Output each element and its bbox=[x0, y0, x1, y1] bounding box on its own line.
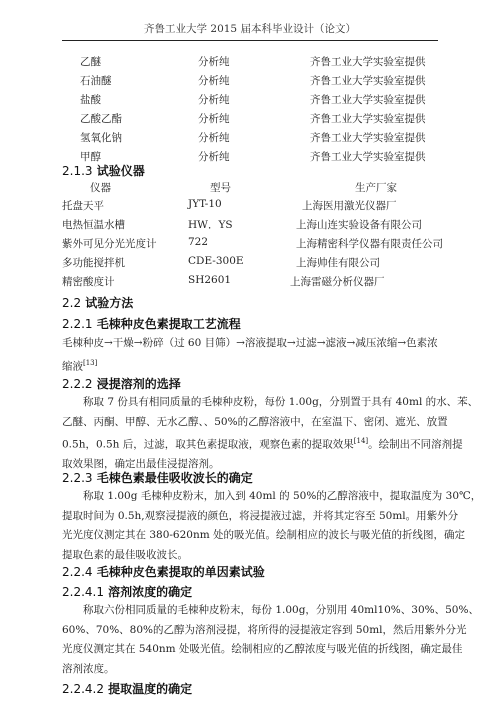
reagent-name: 石油醚 bbox=[80, 75, 112, 87]
instrument-row bbox=[0, 198, 500, 216]
instrument-maker: 上海医用激光仪器厂 bbox=[302, 200, 397, 212]
para-line: 乙醚、丙酮、甲醇、无水乙醇、、50%的乙醇溶液中，在室温下、密闭、遮光、放置 bbox=[62, 415, 448, 428]
para-line: 称取 7 份具有相同质量的毛栜种皮粉，每份 1.00g，分别置于具有 40ml 的水、苯、 bbox=[83, 396, 479, 408]
para-text: 0.5h，0.5h 后，过滤，取其色素提取液，观察色素的提取效果 bbox=[62, 438, 354, 451]
instrument-model: JYT-10 bbox=[188, 198, 222, 210]
instrument-name: 精密酸度计 bbox=[62, 276, 115, 288]
reagent-grade: 分析纯 bbox=[198, 75, 230, 87]
instrument-row bbox=[0, 274, 500, 292]
para-line: 光度仪测定其在 540nm 处吸光值。绘制相应的乙醇浓度与吸光值的折线图，确定最佳 bbox=[62, 643, 463, 655]
para-line: 称取 1.00g 毛栜种皮粉末，加入到 40ml 的 50%的乙醇溶液中，提取温度为 30℃， bbox=[83, 490, 482, 502]
reagent-name: 盐酸 bbox=[80, 94, 101, 106]
section-title: 试验方法 bbox=[85, 296, 134, 310]
section-number: 2.2.4 bbox=[62, 565, 93, 579]
reagent-source: 齐鲁工业大学实验室提供 bbox=[310, 56, 426, 68]
section-title: 毛栜色素最佳吸收波长的确定 bbox=[96, 471, 253, 485]
para-line bbox=[62, 354, 438, 377]
instrument-maker: 上海山连实验设备有限公司 bbox=[296, 219, 422, 231]
reagent-row bbox=[0, 73, 500, 91]
reagent-row bbox=[0, 54, 500, 72]
reagent-row bbox=[0, 130, 500, 148]
reagent-source: 齐鲁工业大学实验室提供 bbox=[310, 113, 426, 125]
reagent-source: 齐鲁工业大学实验室提供 bbox=[310, 151, 426, 163]
reagent-source: 齐鲁工业大学实验室提供 bbox=[310, 75, 426, 87]
section-title: 试验仪器 bbox=[96, 164, 145, 178]
reagent-grade: 分析纯 bbox=[198, 113, 230, 125]
para-text: 。绘制出不同溶剂提 bbox=[368, 438, 463, 451]
section-heading-2-1-3 bbox=[62, 162, 145, 179]
section-heading-2-2-3 bbox=[62, 469, 253, 486]
section-heading-2-2-1 bbox=[62, 315, 241, 332]
para-line: 称取六份相同质量的毛栜种皮粉末，每份 1.00g，分别用 40ml10%、30%、50%、 bbox=[83, 604, 479, 616]
para-line: 光光度仪测定其在 380-620nm 处的吸光值。绘制相应的波长与吸光值的折线图，确定 bbox=[62, 529, 466, 541]
reagent-source: 齐鲁工业大学实验室提供 bbox=[310, 94, 426, 106]
section-title: 溶剂浓度的确定 bbox=[108, 585, 193, 599]
solvent-selection-paragraph bbox=[62, 393, 479, 475]
instrument-maker: 上海雷磁分析仪器厂 bbox=[290, 276, 385, 288]
wavelength-paragraph bbox=[62, 487, 482, 565]
page-header: 齐鲁工业大学 2015 届本科毕业设计（论文） bbox=[144, 23, 356, 35]
process-flow-paragraph bbox=[62, 334, 438, 377]
para-line: 取效果图，确定出最佳浸提溶剂。 bbox=[62, 458, 220, 470]
section-number: 2.2.3 bbox=[62, 471, 93, 485]
reagent-row bbox=[0, 92, 500, 110]
instrument-name: 托盘天平 bbox=[62, 200, 104, 212]
instrument-row bbox=[0, 236, 500, 254]
col-header-instrument: 仪器 bbox=[90, 182, 111, 194]
section-heading-2-2-2 bbox=[62, 375, 181, 392]
citation: [13] bbox=[83, 358, 98, 367]
section-number: 2.2.1 bbox=[62, 317, 93, 331]
instrument-model: HW．YS bbox=[188, 219, 233, 231]
instrument-model: CDE-300E bbox=[188, 255, 244, 267]
reagent-grade: 分析纯 bbox=[198, 56, 230, 68]
citation: [14] bbox=[353, 437, 369, 445]
section-title: 毛栜种皮色素提取工艺流程 bbox=[96, 317, 241, 331]
para-line: 提取色素的最佳吸收波长。 bbox=[62, 548, 188, 561]
section-heading-2-2 bbox=[62, 294, 133, 311]
instrument-model: SH2601 bbox=[188, 274, 232, 286]
instrument-maker: 上海精密科学仪器有限责任公司 bbox=[296, 238, 443, 250]
reagent-name: 甲醇 bbox=[80, 151, 101, 163]
para-line: 溶剂浓度。 bbox=[62, 662, 115, 675]
para-line bbox=[62, 432, 463, 455]
reagent-grade: 分析纯 bbox=[198, 94, 230, 106]
section-title: 提取温度的确定 bbox=[108, 682, 193, 696]
header-rule bbox=[62, 40, 438, 41]
solvent-concentration-paragraph bbox=[62, 601, 479, 679]
instrument-row bbox=[0, 255, 500, 273]
reagent-name: 乙醚 bbox=[80, 56, 101, 68]
reagent-source: 齐鲁工业大学实验室提供 bbox=[310, 132, 426, 144]
col-header-model: 型号 bbox=[210, 182, 231, 194]
reagent-grade: 分析纯 bbox=[198, 151, 230, 163]
section-title: 浸提溶剂的选择 bbox=[96, 377, 181, 391]
section-number: 2.2.4.1 bbox=[62, 585, 104, 599]
instrument-row bbox=[0, 217, 500, 235]
instrument-header-row bbox=[0, 180, 500, 198]
instrument-name: 多功能搅拌机 bbox=[62, 257, 125, 269]
para-line: 60%、70%、80%的乙醇为溶剂浸提，将所得的浸提液定容到 50ml，然后用紫外分光 bbox=[62, 623, 467, 636]
reagent-name: 乙酸乙酯 bbox=[80, 113, 122, 125]
para-text: 缩液 bbox=[62, 360, 83, 372]
section-heading-2-2-4 bbox=[62, 563, 265, 580]
instrument-model: 722 bbox=[188, 236, 209, 248]
section-number: 2.1.3 bbox=[62, 164, 93, 178]
instrument-name: 电热恒温水槽 bbox=[62, 219, 125, 231]
instrument-name: 紫外可见分光光度计 bbox=[62, 238, 157, 250]
para-line: 毛栜种皮→干燥→粉碎（过 60 目筛）→溶液提取→过滤→滤液→减压浓缩→色素浓 bbox=[62, 337, 438, 349]
reagent-grade: 分析纯 bbox=[198, 132, 230, 144]
section-number: 2.2.4.2 bbox=[62, 682, 104, 696]
section-title: 毛栜种皮色素提取的单因素试验 bbox=[96, 565, 265, 579]
section-heading-2-2-4-1 bbox=[62, 583, 192, 600]
reagent-row bbox=[0, 111, 500, 129]
col-header-maker: 生产厂家 bbox=[355, 182, 397, 194]
para-line: 提取时间为 0.5h,观察浸提液的颜色，将浸提液过滤，并将其定容至 50ml。用紫外分 bbox=[62, 509, 459, 522]
section-number: 2.2.2 bbox=[62, 377, 93, 391]
section-heading-2-2-4-2 bbox=[62, 680, 192, 697]
reagent-name: 氢氧化钠 bbox=[80, 132, 122, 144]
section-number: 2.2 bbox=[62, 296, 82, 310]
instrument-maker: 上海帅佳有限公司 bbox=[296, 257, 380, 269]
